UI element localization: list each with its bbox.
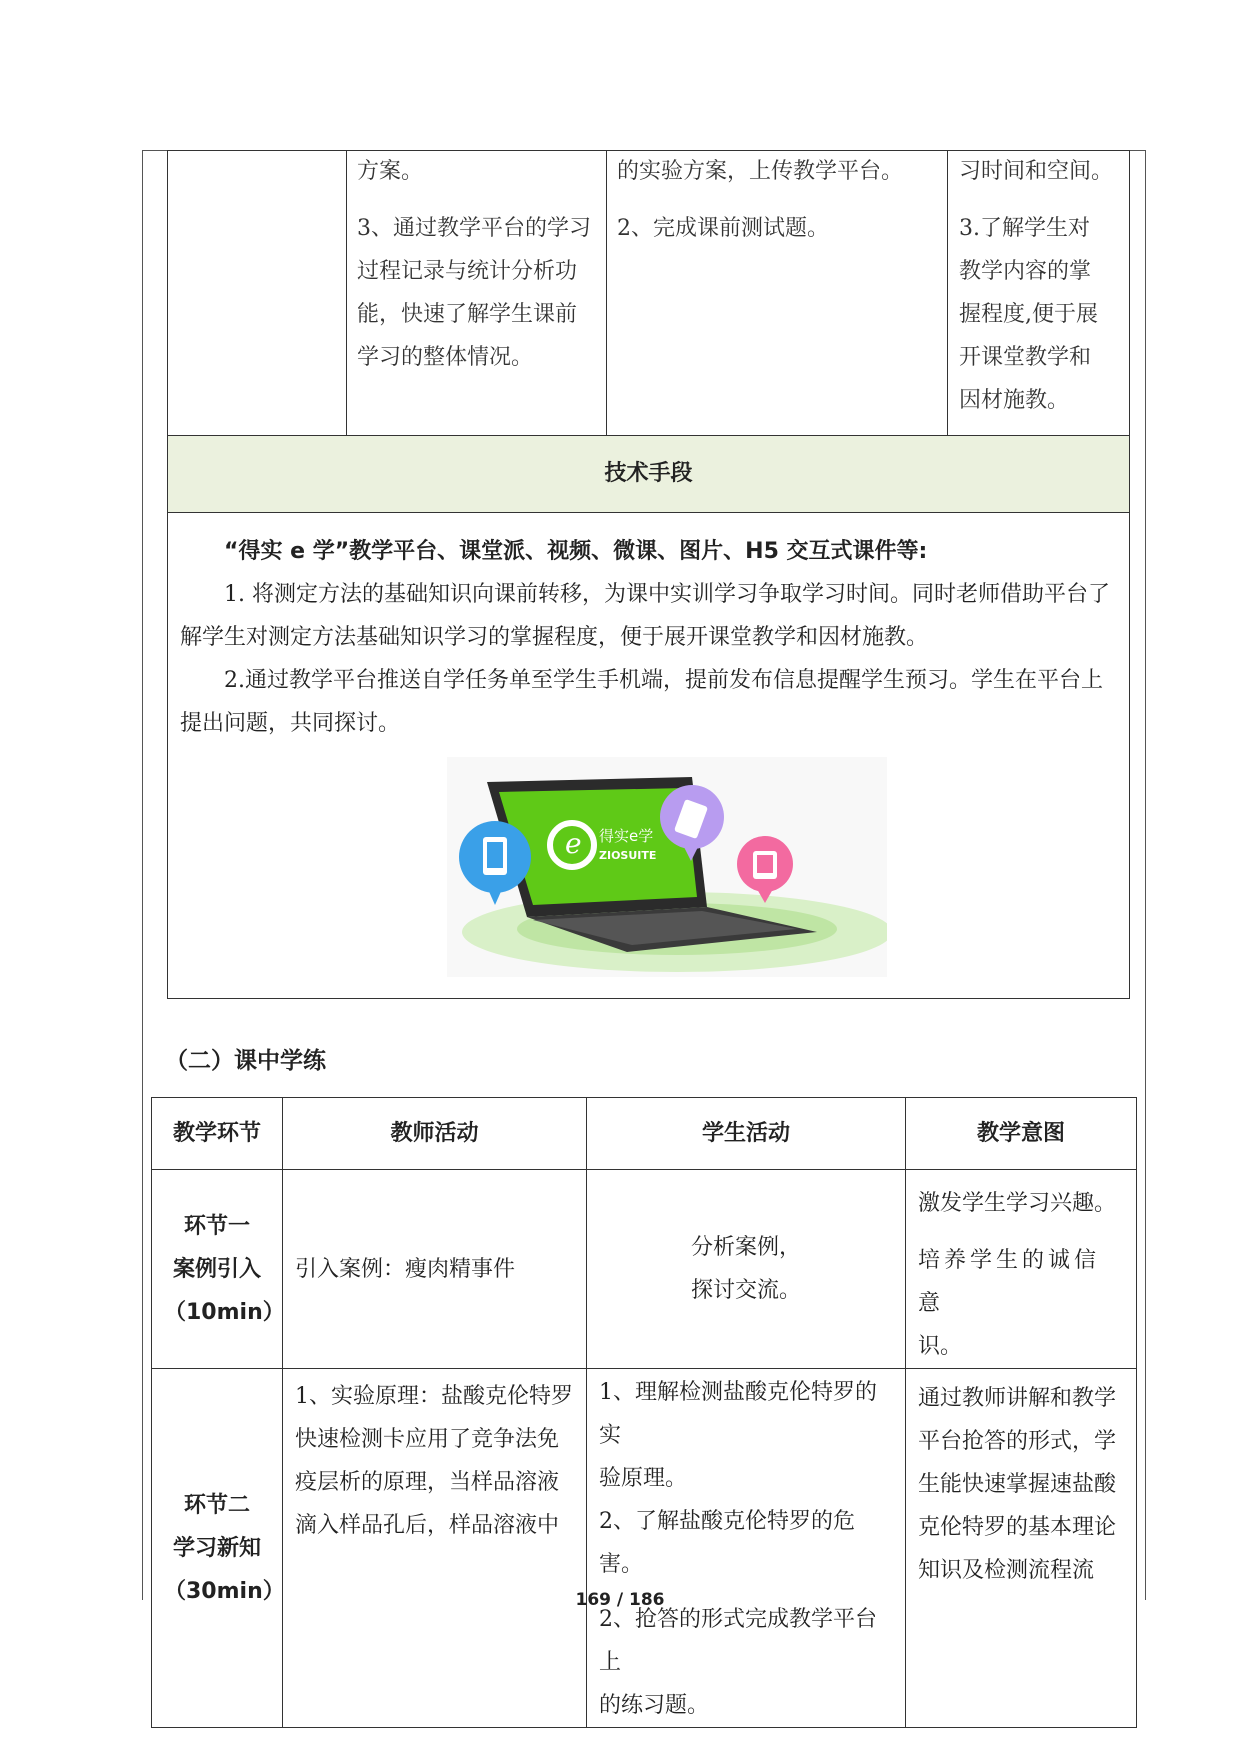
teacher-cell: 引入案例：瘦肉精事件	[283, 1170, 587, 1369]
tech-body	[180, 530, 1115, 745]
student-cell: 1、理解检测盐酸克伦特罗的实 验原理。 2、了解盐酸克伦特罗的危害。 2、抢答的形式完成教学平台上 的练习题。	[587, 1369, 906, 1728]
top-table-intent-cell: 习时间和空间。 3.了解学生对 教学内容的掌 握程度,便于展 开课堂教学和 因材施教。	[959, 159, 1114, 413]
laptop-illustration-icon	[447, 757, 887, 977]
page-frame-right	[1145, 150, 1146, 1600]
section-title: （二）课中学练	[165, 1048, 326, 1074]
table-row	[152, 1170, 1137, 1369]
header-intent: 教学意图	[906, 1098, 1137, 1170]
platform-illustration	[447, 757, 887, 977]
header-stage: 教学环节	[152, 1098, 283, 1170]
student-cell: 分析案例， 探讨交流。	[587, 1170, 906, 1369]
page-frame-left	[142, 150, 143, 1600]
svg-text:得实e学: 得实e学	[599, 827, 654, 845]
teacher-cell: 1、实验原理：盐酸克伦特罗 快速检测卡应用了竞争法免 疫层析的原理，当样品溶液 滴入样品孔后，样品溶液中	[283, 1369, 587, 1728]
intent-cell: 通过教师讲解和教学 平台抢答的形式，学 生能快速掌握速盐酸 克伦特罗的基本理论 知识及检测流程流	[906, 1369, 1137, 1728]
top-table-teacher-cell: 方案。 3、通过教学平台的学习 过程记录与统计分析功 能，快速了解学生课前 学习的整体情况。	[357, 159, 591, 370]
tech-para-2: 2.通过教学平台推送自学任务单至学生手机端，提前发布信息提醒学生预习。学生在平台上提出问题，共同探讨。	[180, 668, 1103, 736]
svg-text:ZIOSUITE: ZIOSUITE	[599, 849, 657, 862]
top-table-rule-2	[167, 512, 1130, 513]
table-row	[152, 1369, 1137, 1728]
top-table-divider-1	[346, 150, 347, 436]
header-teacher: 教师活动	[283, 1098, 587, 1170]
top-table-student-cell: 的实验方案，上传教学平台。 2、完成课前测试题。	[617, 159, 904, 241]
tech-heading: “得实 e 学”教学平台、课堂派、视频、微课、图片、H5 交互式课件等:	[224, 539, 928, 564]
stage-cell: 环节一 案例引入 （10min）	[152, 1170, 283, 1369]
stage-cell: 环节二 学习新知 （30min）	[152, 1369, 283, 1728]
intent-cell: 激发学生学习兴趣。 培养学生的诚信意 识。	[906, 1170, 1137, 1369]
svg-text:e: e	[565, 827, 582, 860]
lesson-table-header	[152, 1098, 1137, 1170]
tech-title: 技术手段	[604, 461, 693, 486]
header-student: 学生活动	[587, 1098, 906, 1170]
page-number: 169 / 186	[575, 1590, 665, 1610]
top-table-divider-2	[606, 150, 607, 436]
tech-para-1: 1. 将测定方法的基础知识向课前转移，为课中实训学习争取学习时间。同时老师借助平台了解学生对测定方法基础知识学习的掌握程度，便于展开课堂教学和因材施教。	[180, 582, 1110, 650]
top-table-divider-3	[947, 150, 948, 436]
